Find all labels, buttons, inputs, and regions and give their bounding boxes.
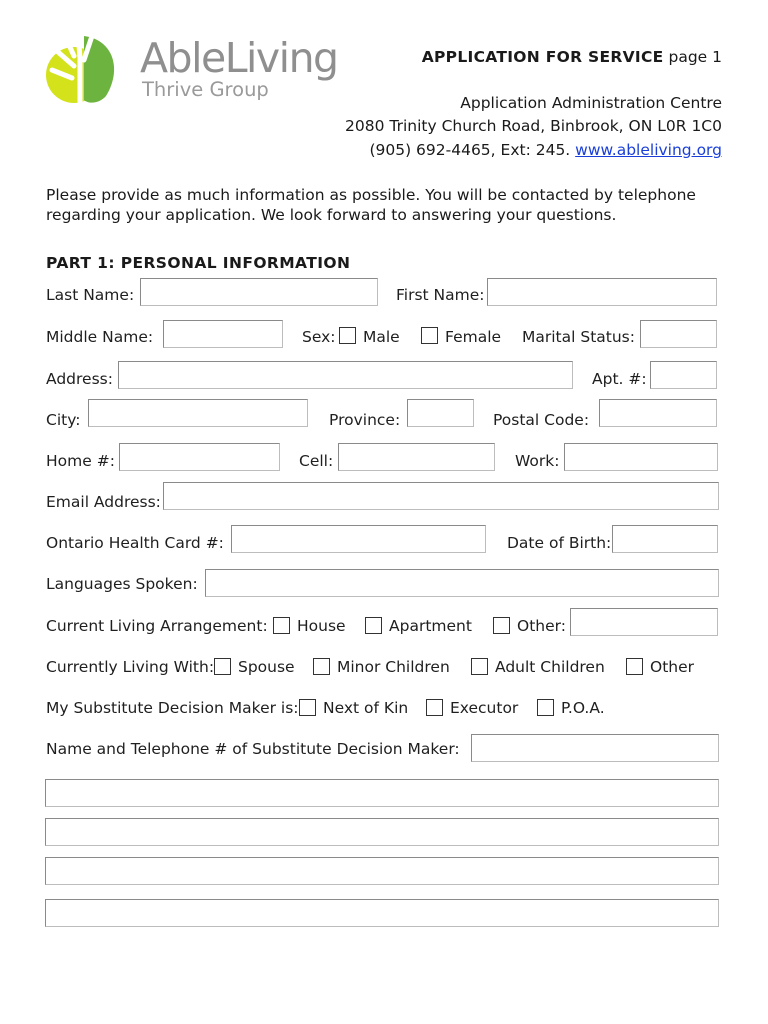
postal-code-label: Postal Code:	[493, 411, 590, 429]
work-label: Work:	[515, 452, 560, 470]
dob-label: Date of Birth:	[507, 534, 612, 552]
spouse-checkbox[interactable]	[214, 658, 231, 675]
sdm-name-phone-label: Name and Telephone # of Substitute Decision Maker:	[46, 740, 460, 758]
poa-label: P.O.A.	[561, 699, 605, 717]
female-checkbox[interactable]	[421, 327, 438, 344]
city-field[interactable]	[88, 399, 308, 427]
centre-address: 2080 Trinity Church Road, Binbrook, ON L0R 1C0	[345, 117, 722, 135]
apartment-label: Apartment	[389, 617, 472, 635]
languages-label: Languages Spoken:	[46, 575, 198, 593]
living-arrangement-label: Current Living Arrangement:	[46, 617, 268, 635]
logo-name: AbleLiving	[140, 34, 338, 82]
email-field[interactable]	[163, 482, 719, 510]
centre-phone: (905) 692-4465, Ext: 245.	[369, 141, 571, 159]
ableliving-logo-icon	[44, 30, 122, 106]
postal-code-field[interactable]	[599, 399, 717, 427]
next-of-kin-checkbox[interactable]	[299, 699, 316, 716]
apartment-checkbox[interactable]	[365, 617, 382, 634]
minor-children-label: Minor Children	[337, 658, 450, 676]
sdm-extra-line-1[interactable]	[45, 779, 719, 807]
work-field[interactable]	[564, 443, 718, 471]
other-arrangement-checkbox[interactable]	[493, 617, 510, 634]
executor-label: Executor	[450, 699, 519, 717]
sdm-extra-line-2[interactable]	[45, 818, 719, 846]
languages-field[interactable]	[205, 569, 719, 597]
male-label: Male	[363, 328, 400, 346]
male-checkbox[interactable]	[339, 327, 356, 344]
living-with-label: Currently Living With:	[46, 658, 215, 676]
home-phone-field[interactable]	[119, 443, 280, 471]
other-living-with-checkbox[interactable]	[626, 658, 643, 675]
health-card-label: Ontario Health Card #:	[46, 534, 224, 552]
last-name-label: Last Name:	[46, 286, 135, 304]
first-name-label: First Name:	[396, 286, 485, 304]
adult-children-label: Adult Children	[495, 658, 605, 676]
city-label: City:	[46, 411, 81, 429]
address-label: Address:	[46, 370, 113, 388]
cell-label: Cell:	[299, 452, 334, 470]
intro-text: Please provide as much information as possible. You will be contacted by telephone regarding your application. We look forward to answering your questions.	[46, 186, 696, 224]
home-phone-label: Home #:	[46, 452, 115, 470]
first-name-field[interactable]	[487, 278, 717, 306]
middle-name-field[interactable]	[163, 320, 283, 348]
female-label: Female	[445, 328, 502, 346]
next-of-kin-label: Next of Kin	[323, 699, 409, 717]
last-name-field[interactable]	[140, 278, 378, 306]
sdm-extra-line-3[interactable]	[45, 857, 719, 885]
apt-field[interactable]	[650, 361, 717, 389]
logo-tagline: Thrive Group	[142, 78, 269, 101]
website-link[interactable]: www.ableliving.org	[575, 141, 722, 159]
executor-checkbox[interactable]	[426, 699, 443, 716]
apt-label: Apt. #:	[592, 370, 647, 388]
marital-status-field[interactable]	[640, 320, 717, 348]
address-field[interactable]	[118, 361, 573, 389]
sdm-label: My Substitute Decision Maker is:	[46, 699, 299, 717]
form-title-bold: APPLICATION FOR SERVICE	[421, 48, 664, 66]
part1-title: PART 1: PERSONAL INFORMATION	[46, 254, 351, 272]
health-card-field[interactable]	[231, 525, 486, 553]
province-field[interactable]	[407, 399, 474, 427]
cell-field[interactable]	[338, 443, 495, 471]
house-label: House	[297, 617, 346, 635]
other-arrangement-field[interactable]	[570, 608, 718, 636]
sdm-extra-line-4[interactable]	[45, 899, 719, 927]
marital-status-label: Marital Status:	[522, 328, 635, 346]
email-label: Email Address:	[46, 493, 161, 511]
adult-children-checkbox[interactable]	[471, 658, 488, 675]
centre-name: Application Administration Centre	[460, 94, 722, 112]
spouse-label: Spouse	[238, 658, 295, 676]
centre-contact	[369, 140, 722, 160]
other-arrangement-label: Other:	[517, 617, 566, 635]
house-checkbox[interactable]	[273, 617, 290, 634]
other-living-with-label: Other	[650, 658, 695, 676]
sex-label: Sex:	[302, 328, 336, 346]
dob-field[interactable]	[612, 525, 718, 553]
form-title	[422, 48, 722, 66]
minor-children-checkbox[interactable]	[313, 658, 330, 675]
poa-checkbox[interactable]	[537, 699, 554, 716]
province-label: Province:	[329, 411, 401, 429]
middle-name-label: Middle Name:	[46, 328, 154, 346]
sdm-name-phone-field[interactable]	[471, 734, 719, 762]
form-page-number: page 1	[668, 48, 722, 66]
